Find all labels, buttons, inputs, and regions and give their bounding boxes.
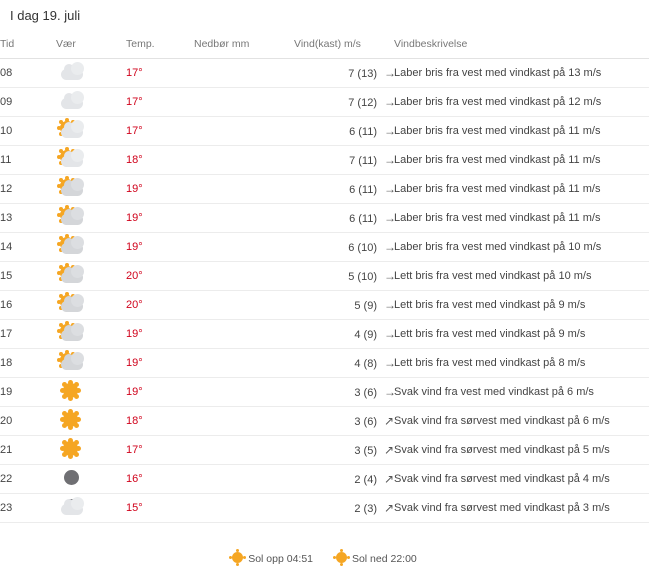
column-header-temperature: Temp. [126,32,194,59]
column-header-precipitation: Nedbør mm [194,32,294,59]
cell-time: 19 [0,378,56,407]
cell-weather-symbol [56,436,126,465]
sunset-info [336,552,417,565]
weather-icon-cloudy [56,61,90,85]
cell-weather-symbol [56,378,126,407]
table-header-row [0,32,649,59]
weather-icon-sun-cloud [56,264,90,288]
cell-time: 12 [0,175,56,204]
weather-icon-sun [56,380,90,404]
wind-direction-arrow-icon: → [384,153,396,167]
cell-time: 18 [0,349,56,378]
cell-precipitation [194,175,294,204]
weather-icon-cloudy [56,90,90,114]
cell-temperature: 15° [126,494,194,523]
cell-weather-symbol [56,494,126,523]
table-body [0,59,649,523]
weather-icon-partly-cloudy [56,148,90,172]
cell-wind-description: Svak vind fra sørvest med vindkast på 5 m/s [394,436,649,465]
cell-temperature: 20° [126,291,194,320]
cell-time: 23 [0,494,56,523]
wind-speed: 6 (11) [349,184,377,196]
sunset-icon [336,552,347,563]
table-header [0,32,649,59]
cell-wind-description: Laber bris fra vest med vindkast på 11 m/s [394,204,649,233]
wind-direction-arrow-icon: ↗ [384,443,395,457]
wind-direction-arrow-icon: → [384,182,396,196]
cell-wind [294,349,394,378]
wind-direction-arrow-icon: → [384,240,396,254]
cell-time: 09 [0,88,56,117]
cell-precipitation [194,320,294,349]
cell-precipitation [194,88,294,117]
cell-temperature: 17° [126,117,194,146]
cell-wind [294,494,394,523]
wind-direction-arrow-icon: → [384,327,396,341]
sunset-label: Sol ned 22:00 [351,553,417,565]
wind-speed: 5 (9) [354,300,377,312]
weather-icon-sun-cloud [56,322,90,346]
cell-precipitation [194,117,294,146]
cell-weather-symbol [56,291,126,320]
cell-weather-symbol [56,59,126,88]
cell-wind-description: Svak vind fra sørvest med vindkast på 4 m/s [394,465,649,494]
cell-temperature: 19° [126,349,194,378]
table-row [0,494,649,523]
cell-weather-symbol [56,175,126,204]
cell-precipitation [194,436,294,465]
cell-weather-symbol [56,262,126,291]
table-row [0,407,649,436]
column-header-wind: Vind(kast) m/s [294,32,394,59]
cell-time: 15 [0,262,56,291]
wind-direction-arrow-icon: → [384,298,396,312]
cell-wind [294,407,394,436]
wind-speed: 4 (8) [354,358,377,370]
cell-time: 16 [0,291,56,320]
wind-speed: 6 (11) [349,126,377,138]
weather-icon-sun-cloud [56,293,90,317]
cell-precipitation [194,494,294,523]
table-row [0,88,649,117]
sunrise-icon [232,552,243,563]
wind-speed: 6 (11) [349,213,377,225]
cell-wind-description: Lett bris fra vest med vindkast på 9 m/s [394,291,649,320]
wind-speed: 3 (6) [354,387,377,399]
cell-wind [294,88,394,117]
cell-wind-description: Laber bris fra vest med vindkast på 10 m/s [394,233,649,262]
table-row [0,349,649,378]
cell-temperature: 16° [126,465,194,494]
cell-weather-symbol [56,146,126,175]
cell-wind [294,59,394,88]
weather-icon-sun-cloud [56,177,90,201]
wind-speed: 7 (12) [348,97,377,109]
sunrise-info [232,552,313,565]
cell-wind-description: Laber bris fra vest med vindkast på 13 m/s [394,59,649,88]
wind-speed: 3 (6) [354,416,377,428]
table-row [0,291,649,320]
cell-time: 11 [0,146,56,175]
cell-precipitation [194,349,294,378]
table-row [0,175,649,204]
cell-wind-description: Svak vind fra sørvest med vindkast på 6 m/s [394,407,649,436]
table-row [0,262,649,291]
cell-precipitation [194,291,294,320]
cell-time: 08 [0,59,56,88]
cell-temperature: 19° [126,378,194,407]
page-title: I dag 19. juli [10,8,81,23]
cell-wind-description: Laber bris fra vest med vindkast på 12 m/s [394,88,649,117]
cell-wind [294,378,394,407]
wind-direction-arrow-icon: → [384,95,396,109]
table-row [0,465,649,494]
cell-weather-symbol [56,349,126,378]
cell-wind-description: Lett bris fra vest med vindkast på 8 m/s [394,349,649,378]
cell-wind-description: Svak vind fra sørvest med vindkast på 3 m/s [394,494,649,523]
column-header-time: Tid [0,32,56,59]
cell-wind [294,465,394,494]
cell-wind-description: Laber bris fra vest med vindkast på 11 m/s [394,146,649,175]
cell-wind [294,320,394,349]
cell-precipitation [194,204,294,233]
cell-precipitation [194,233,294,262]
cell-time: 13 [0,204,56,233]
table-row [0,378,649,407]
cell-time: 20 [0,407,56,436]
weather-icon-partly-cloudy [56,119,90,143]
cell-temperature: 19° [126,233,194,262]
cell-time: 21 [0,436,56,465]
cell-precipitation [194,59,294,88]
table-row [0,117,649,146]
cell-time: 10 [0,117,56,146]
weather-icon-moon [56,467,90,491]
table-row [0,59,649,88]
cell-wind [294,233,394,262]
cell-weather-symbol [56,320,126,349]
weather-icon-sun-cloud [56,235,90,259]
wind-speed: 7 (11) [349,155,377,167]
hourly-forecast-table [0,32,649,523]
weather-icon-sun [56,438,90,462]
wind-direction-arrow-icon: → [384,124,396,138]
wind-direction-arrow-icon: ↗ [384,414,395,428]
cell-weather-symbol [56,233,126,262]
wind-speed: 3 (5) [354,445,377,457]
cell-wind-description: Laber bris fra vest med vindkast på 11 m/s [394,117,649,146]
cell-temperature: 17° [126,88,194,117]
cell-weather-symbol [56,204,126,233]
cell-weather-symbol [56,88,126,117]
wind-speed: 2 (4) [354,474,377,486]
table-row [0,204,649,233]
cell-wind-description: Lett bris fra vest med vindkast på 10 m/s [394,262,649,291]
cell-wind [294,175,394,204]
cell-time: 22 [0,465,56,494]
wind-direction-arrow-icon: ↗ [384,472,395,486]
column-header-weather: Vær [56,32,126,59]
cell-wind [294,291,394,320]
wind-direction-arrow-icon: → [384,385,396,399]
table-row [0,146,649,175]
wind-speed: 4 (9) [354,329,377,341]
cell-time: 17 [0,320,56,349]
weather-icon-sun-cloud [56,206,90,230]
wind-speed: 5 (10) [348,271,377,283]
cell-temperature: 17° [126,59,194,88]
cell-weather-symbol [56,117,126,146]
wind-direction-arrow-icon: → [384,269,396,283]
cell-wind-description: Laber bris fra vest med vindkast på 11 m/s [394,175,649,204]
cell-wind [294,117,394,146]
weather-icon-moon-cloud [56,496,90,520]
wind-direction-arrow-icon: → [384,211,396,225]
cell-time: 14 [0,233,56,262]
wind-speed: 6 (10) [348,242,377,254]
cell-temperature: 18° [126,407,194,436]
cell-temperature: 20° [126,262,194,291]
cell-weather-symbol [56,407,126,436]
cell-wind [294,146,394,175]
cell-temperature: 19° [126,204,194,233]
sun-info-bar [0,552,649,565]
cell-temperature: 19° [126,320,194,349]
wind-speed: 7 (13) [348,68,377,80]
cell-wind [294,436,394,465]
cell-temperature: 18° [126,146,194,175]
wind-direction-arrow-icon: → [384,356,396,370]
cell-precipitation [194,465,294,494]
sunrise-label: Sol opp 04:51 [248,553,314,565]
cell-precipitation [194,146,294,175]
cell-precipitation [194,407,294,436]
wind-direction-arrow-icon: → [384,66,396,80]
weather-icon-sun-cloud [56,351,90,375]
column-header-wind-description: Vindbeskrivelse [394,32,649,59]
weather-icon-sun [56,409,90,433]
cell-wind [294,262,394,291]
cell-temperature: 19° [126,175,194,204]
table-row [0,436,649,465]
cell-wind-description: Lett bris fra vest med vindkast på 9 m/s [394,320,649,349]
cell-weather-symbol [56,465,126,494]
cell-precipitation [194,262,294,291]
cell-temperature: 17° [126,436,194,465]
wind-speed: 2 (3) [354,503,377,515]
table-row [0,320,649,349]
table-row [0,233,649,262]
wind-direction-arrow-icon: ↗ [384,501,395,515]
cell-precipitation [194,378,294,407]
cell-wind-description: Svak vind fra vest med vindkast på 6 m/s [394,378,649,407]
cell-wind [294,204,394,233]
